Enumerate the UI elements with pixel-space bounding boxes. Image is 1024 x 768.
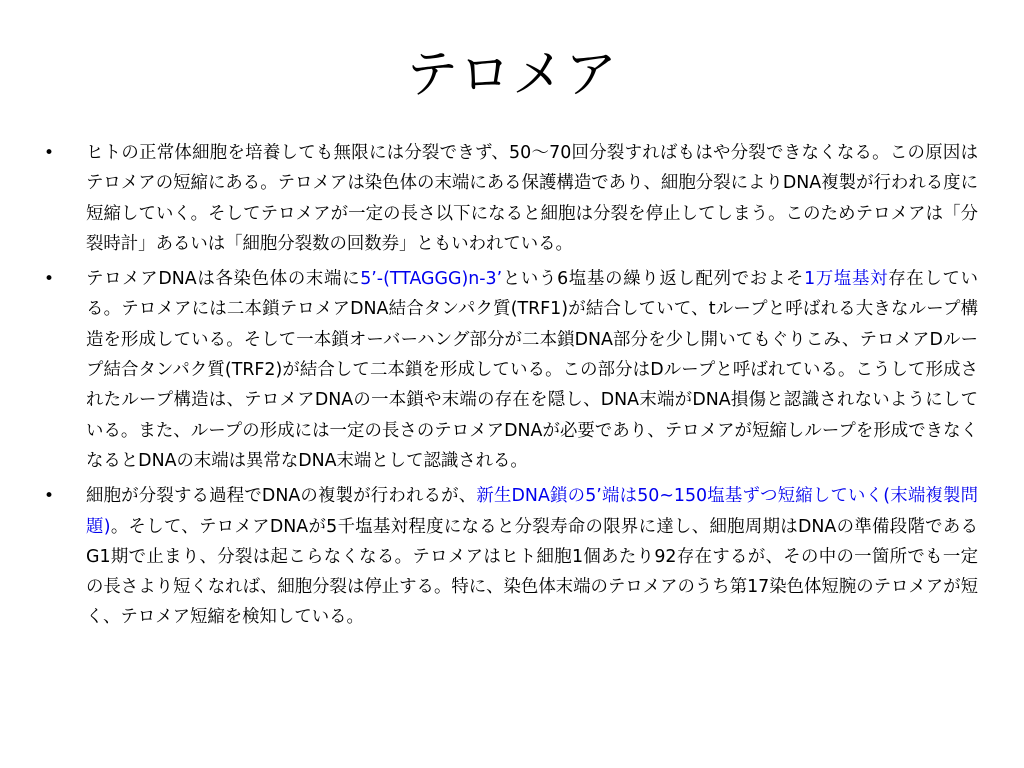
bullet-list xyxy=(38,138,978,638)
bullet-text: という6塩基の繰り返し配列でおよそ xyxy=(502,269,805,290)
bullet-text: 。そして、テロメアDNAが5千塩基対程度になると分裂寿命の限界に達し、細胞周期はDNAの準備段階であるG1期で止まり、分裂は起こらなくなる。テロメアはヒト細胞1個あたり92存在するが、その中の一箇所でも一定の長さより短くなれば、細胞分裂は停止する。特に、染色体末端のテロメアのうち第17染色体短腕のテロメアが短く、テロメア短縮を検知している。 xyxy=(86,516,978,628)
bullet-item xyxy=(38,481,978,632)
bullet-item xyxy=(38,264,978,476)
bullet-text: ヒトの正常体細胞を培養しても無限には分裂できず、50〜70回分裂すればもはや分裂できなくなる。この原因はテロメアの短縮にある。テロメアは染色体の末端にある保護構造であり、細胞分裂によりDNA複製が行われる度に短縮していく。そしてテロメアが一定の長さ以下になると細胞は分裂を停止してしまう。このためテロメアは「分裂時計」あるいは「細胞分裂数の回数券」ともいわれている。 xyxy=(86,143,978,254)
highlighted-sequence: 5’-(TTAGGG)n-3’ xyxy=(360,269,503,290)
highlighted-end-replication-problem: 新生DNA鎖の5’端は50~150塩基ずつ短縮していく(末端複製問題) xyxy=(86,486,978,537)
bullet-text: 細胞が分裂する過程でDNAの複製が行われるが、 xyxy=(86,486,477,507)
bullet-text: テロメアDNAは各染色体の末端に xyxy=(86,269,361,290)
bullet-marker: • xyxy=(44,486,55,507)
slide-title: テロメア xyxy=(405,45,618,105)
bullet-text: 存在している。テロメアには二本鎖テロメアDNA結合タンパク質(TRF1)が結合していて、tループと呼ばれる大きなループ構造を形成している。そして一本鎖オーバーハング部分が二本鎖DNA部分を少し開いてもぐりこみ、テロメアDループ結合タンパク質(TRF2)が結合して二本鎖を形成している。この部分はDループと呼ばれている。こうして形成されたループ構造は、テロメアDNAの一本鎖や末端の存在を隠し、DNA末端がDNA損傷と認識されないようにしている。また、ループの形成には一定の長さのテロメアDNAが必要であり、テロメアが短縮しループを形成できなくなるとDNAの末端は異常なDNA末端として認識される。 xyxy=(86,269,978,471)
bullet-marker: • xyxy=(44,269,55,290)
bullet-item xyxy=(38,138,978,259)
bullet-marker: • xyxy=(44,143,55,163)
highlighted-length: 1万塩基対 xyxy=(804,269,889,290)
